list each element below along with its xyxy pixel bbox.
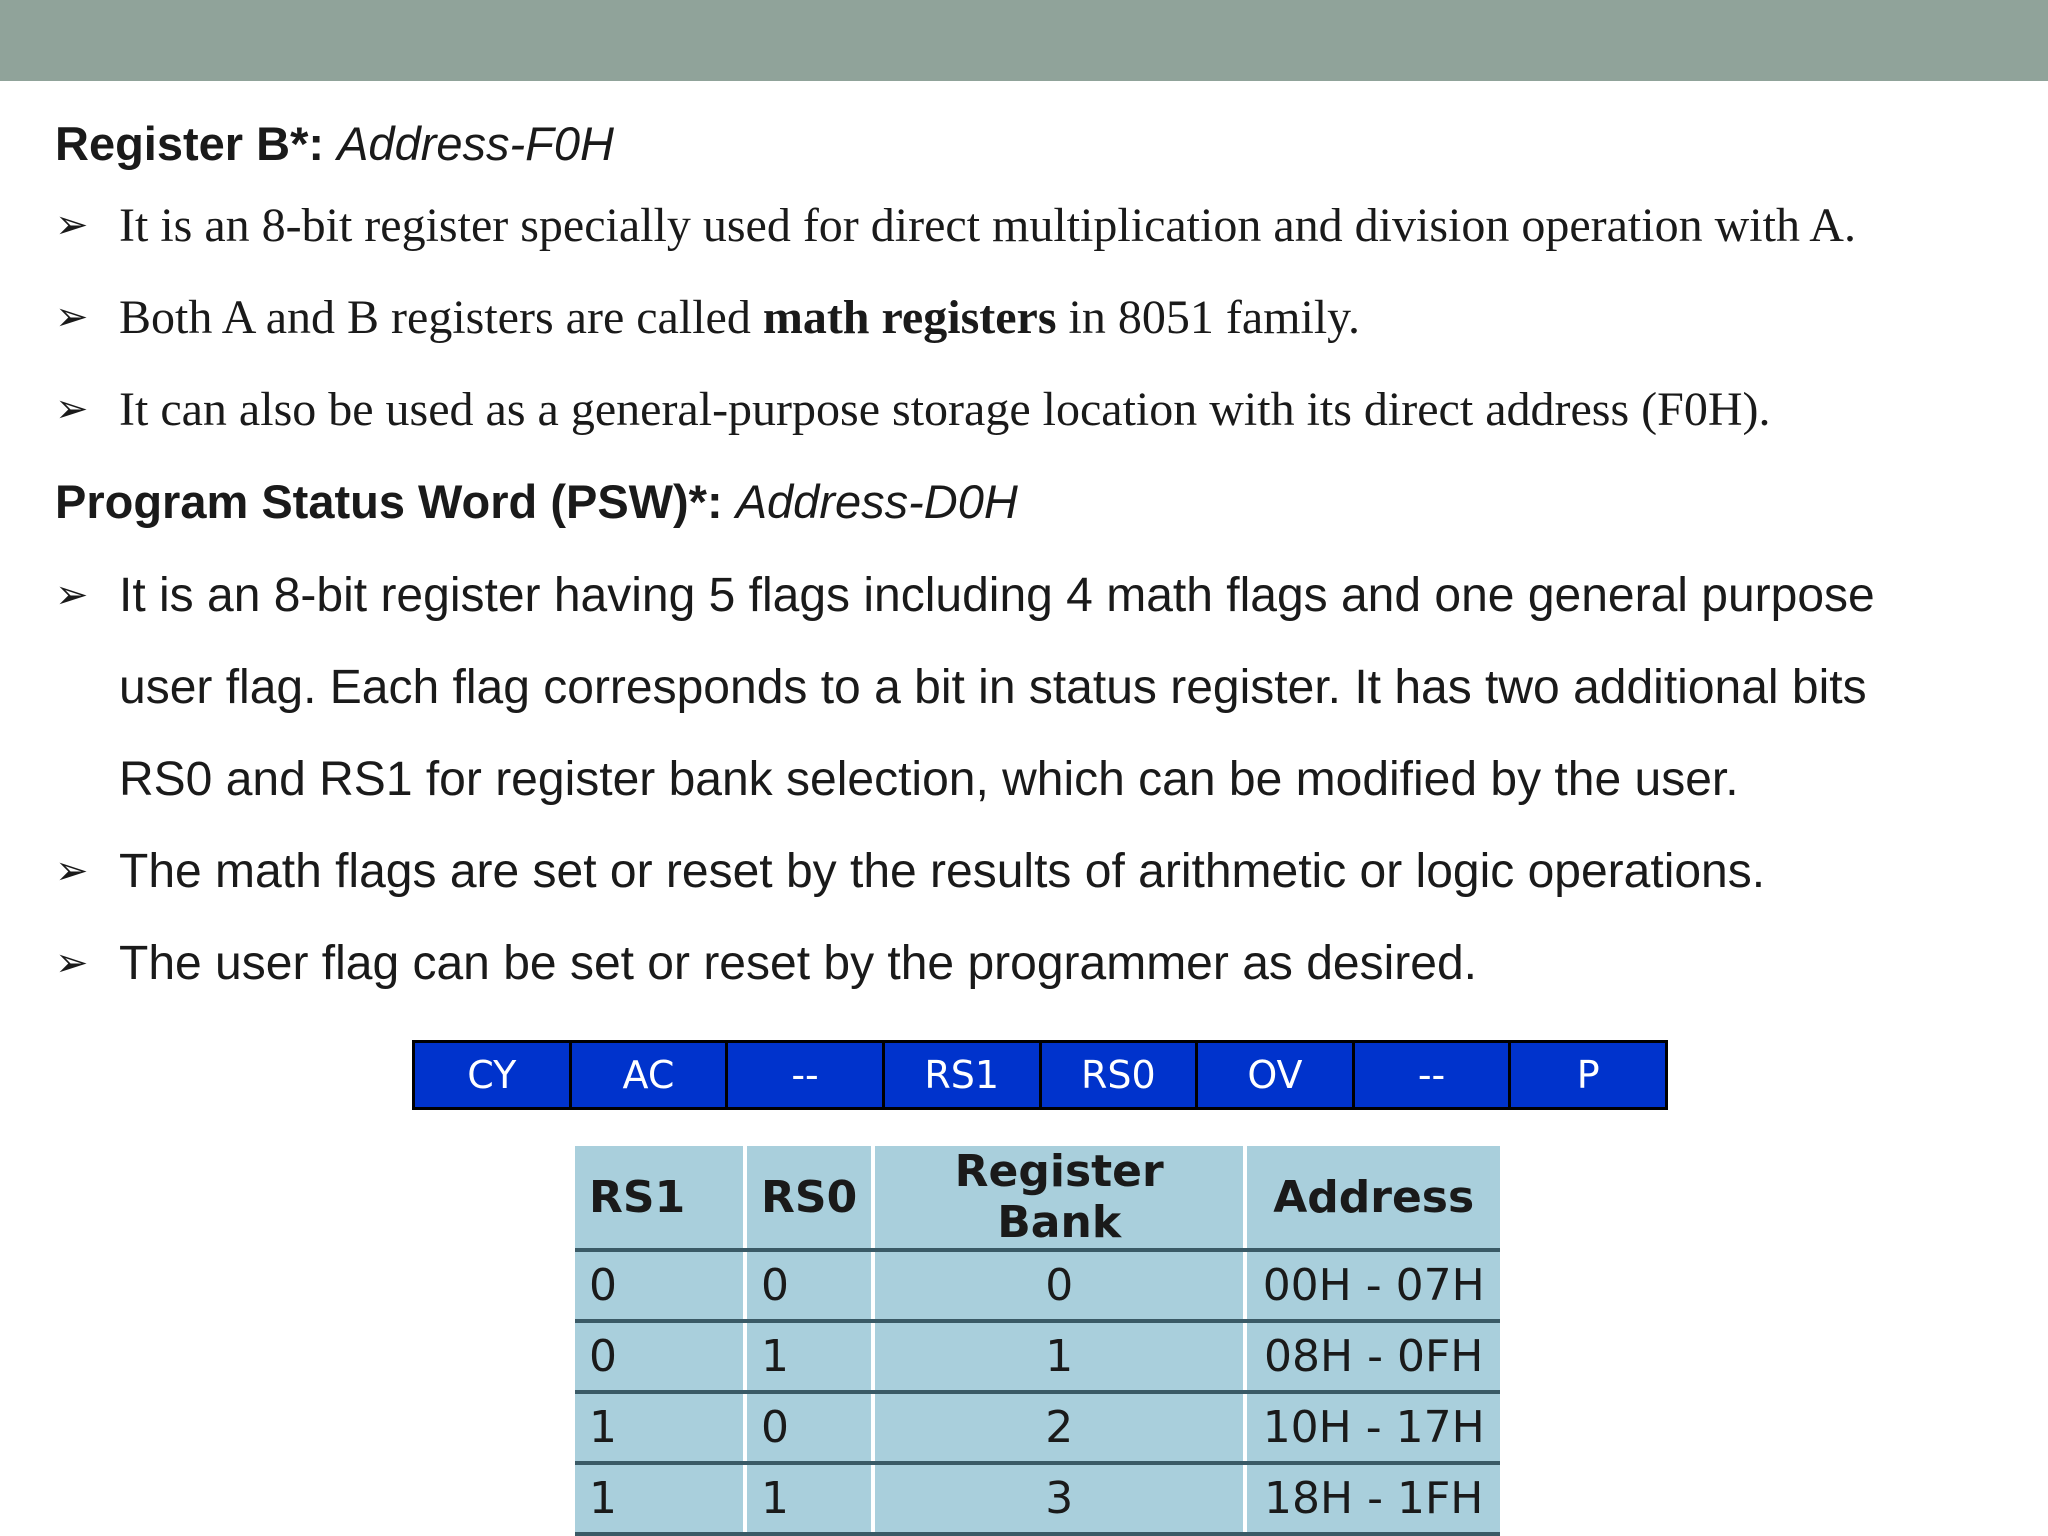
register-b-heading [55,116,614,171]
psw-address: Address-D0H [735,475,1018,528]
cell-rs0: 0 [745,1392,873,1463]
bullet-text-bold: math registers [762,291,1057,344]
cell-address: 18H - 1FH [1245,1463,1500,1534]
bullet-text-pre: Both A and B registers are called [119,291,763,344]
psw-title: Program Status Word (PSW)*: [55,475,723,528]
cell-rs1: 1 [575,1463,745,1534]
bullet-text: The user flag can be set or reset by the programmer as desired. [119,937,1477,990]
cell-rs0: 1 [745,1463,873,1534]
psw-bit-ov: OV [1198,1043,1355,1107]
arrow-bullet-icon: ➢ [55,940,89,986]
arrow-bullet-icon: ➢ [55,294,89,340]
slide-top-bar [0,0,2048,81]
cell-address: 08H - 0FH [1245,1321,1500,1392]
psw-bit-unused-2: -- [1355,1043,1512,1107]
cell-address: 00H - 07H [1245,1250,1500,1321]
arrow-bullet-icon: ➢ [55,202,89,248]
table-row [575,1321,1500,1392]
table-header-rs0: RS0 [745,1146,873,1250]
psw-bit-unused-1: -- [728,1043,885,1107]
table-header-register-bank: Register Bank [873,1146,1245,1250]
psw-bit-rs0: RS0 [1042,1043,1199,1107]
psw-bit-ac: AC [572,1043,729,1107]
register-b-address: Address-F0H [337,117,614,170]
table-row [575,1392,1500,1463]
cell-rs0: 0 [745,1250,873,1321]
bullet-text-line-2: user flag. Each flag corresponds to a bit in status register. It has two additional bits [119,661,1867,714]
cell-register-bank: 0 [873,1250,1245,1321]
cell-rs0: 1 [745,1321,873,1392]
bullet-text: It can also be used as a general-purpose storage location with its direct address (F0H). [119,383,1771,436]
table-row [575,1463,1500,1534]
cell-register-bank: 2 [873,1392,1245,1463]
arrow-bullet-icon: ➢ [55,386,89,432]
table-row [575,1250,1500,1321]
bullet-text-post: in 8051 family. [1056,291,1361,344]
cell-rs1: 0 [575,1321,745,1392]
psw-bit-rs1: RS1 [885,1043,1042,1107]
psw-bit-p: P [1576,1053,1600,1097]
table-header-row [575,1146,1500,1250]
psw-bit-cy: CY [415,1043,572,1107]
bullet-text-line-1: It is an 8-bit register having 5 flags including 4 math flags and one general purpose [119,569,1875,622]
table-header-address: Address [1245,1146,1500,1250]
bullet-text-line-3: RS0 and RS1 for register bank selection, which can be modified by the user. [119,753,1739,806]
register-b-title: Register B*: [55,117,325,170]
bullet-text: It is an 8-bit register specially used for direct multiplication and division operation with A. [119,199,1856,252]
cell-address: 10H - 17H [1245,1392,1500,1463]
bullet-text: The math flags are set or reset by the results of arithmetic or logic operations. [119,845,1766,898]
bullet-text [119,290,1360,345]
cell-rs1: 1 [575,1392,745,1463]
arrow-bullet-icon: ➢ [55,572,89,618]
cell-register-bank: 1 [873,1321,1245,1392]
cell-rs1: 0 [575,1250,745,1321]
psw-heading [55,474,1018,529]
arrow-bullet-icon: ➢ [55,848,89,894]
cell-register-bank: 3 [873,1463,1245,1534]
psw-bit-bar [412,1040,1668,1110]
register-bank-table [575,1146,1500,1536]
table-header-rs1: RS1 [575,1146,745,1250]
